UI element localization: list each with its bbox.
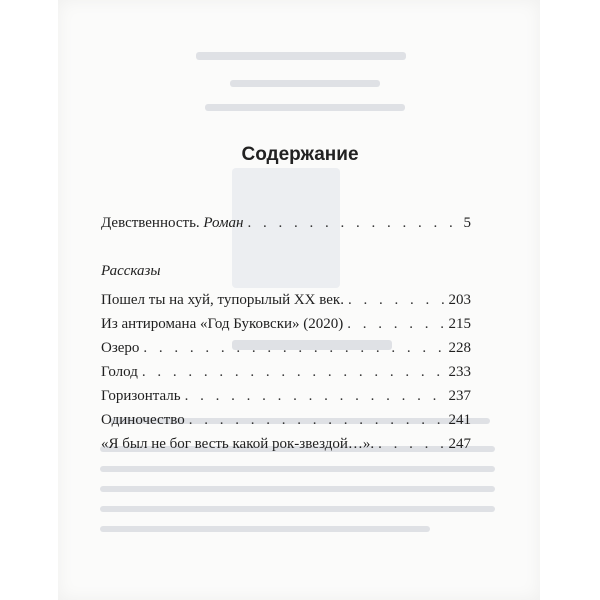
toc-page-number: 247 (448, 436, 471, 452)
dot-leader (378, 434, 444, 454)
toc-entry-story[interactable] (101, 386, 471, 406)
toc-entry-story[interactable] (101, 434, 471, 454)
toc-page-number: 233 (448, 364, 471, 380)
toc-novel-genre: Роман (203, 215, 244, 231)
toc-page-number: 5 (463, 215, 471, 231)
toc-entry-title: Пошел ты на хуй, тупорылый XX век. (101, 292, 344, 308)
toc-entry-story[interactable] (101, 314, 471, 334)
toc-entry-story[interactable] (101, 410, 471, 430)
toc-entry-title: Голод (101, 364, 138, 380)
toc-page-number: 203 (448, 292, 471, 308)
toc-page-number: 241 (448, 412, 471, 428)
toc-entry-title (101, 213, 244, 233)
dot-leader (143, 338, 444, 358)
toc-entry-title: Горизонталь (101, 388, 181, 404)
toc-entry-title: Озеро (101, 340, 140, 356)
dot-leader (248, 213, 460, 233)
toc-entry-story[interactable] (101, 338, 471, 358)
dot-leader (142, 362, 445, 382)
section-label-stories: Рассказы (101, 263, 161, 279)
dot-leader (347, 314, 444, 334)
toc-page-number: 215 (448, 316, 471, 332)
dot-leader (185, 386, 445, 406)
toc-entry-title: Из антиромана «Год Буковски» (2020) (101, 316, 344, 332)
dot-leader (189, 410, 445, 430)
toc-entry-novel[interactable] (101, 213, 471, 233)
toc-entry-story[interactable] (101, 290, 471, 310)
toc-entry-title: Одиночество (101, 412, 185, 428)
toc-entry-title: «Я был не бог весть какой рок-звездой…». (101, 436, 375, 452)
page-title: Содержание (241, 144, 359, 165)
dot-leader (348, 290, 445, 310)
toc-novel-title: Девственность. (101, 215, 200, 231)
toc-page-number: 237 (448, 388, 471, 404)
toc-entry-story[interactable] (101, 362, 471, 382)
toc-page-number: 228 (448, 340, 471, 356)
